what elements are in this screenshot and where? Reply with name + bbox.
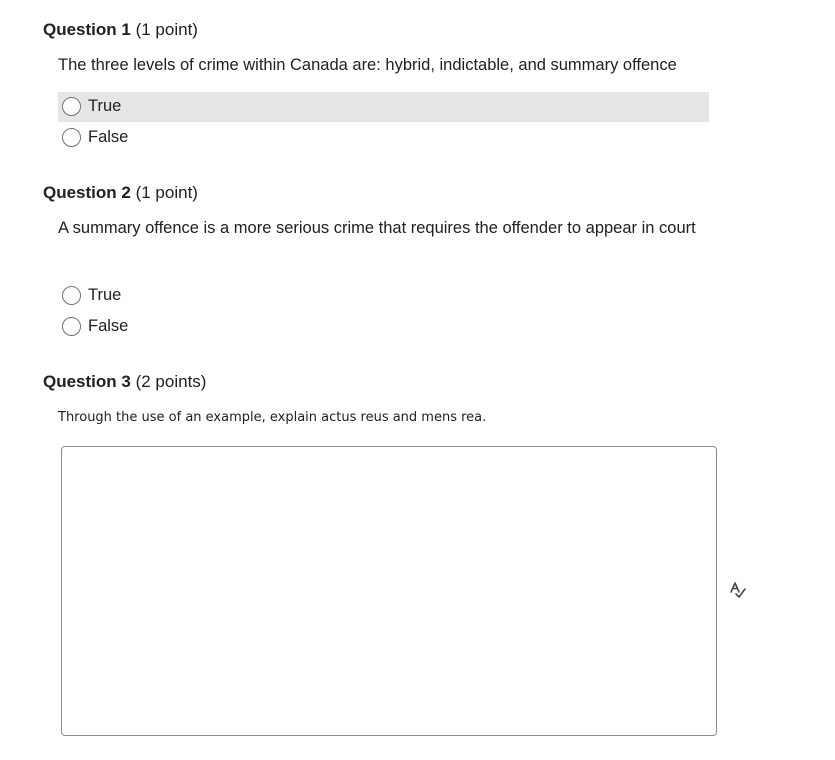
question-2-option-true[interactable] [58, 281, 709, 311]
option-label: False [88, 128, 129, 146]
question-1-number: Question 1 [43, 20, 131, 39]
radio-button[interactable] [62, 286, 81, 305]
question-3-number: Question 3 [43, 372, 131, 391]
spell-check-icon[interactable] [728, 581, 748, 599]
question-2-prompt: A summary offence is a more serious crime that requires the offender to appear in court [58, 219, 696, 237]
option-label: False [88, 317, 129, 335]
question-2-points: (1 point) [135, 183, 198, 202]
radio-button[interactable] [62, 128, 81, 147]
question-1-option-true[interactable] [58, 92, 709, 122]
question-2-number: Question 2 [43, 183, 131, 202]
option-label: True [88, 97, 122, 115]
option-label: True [88, 286, 122, 304]
question-1-option-false[interactable] [58, 123, 709, 153]
radio-button[interactable] [62, 97, 81, 116]
question-3-points: (2 points) [135, 372, 207, 391]
question-1-heading [43, 19, 198, 41]
question-2-option-false[interactable] [58, 312, 709, 342]
question-1-prompt: The three levels of crime within Canada are: hybrid, indictable, and summary offence [58, 56, 677, 74]
radio-button[interactable] [62, 317, 81, 336]
question-1-points: (1 point) [135, 20, 198, 39]
question-3-heading [43, 371, 206, 393]
question-2-heading [43, 182, 198, 204]
answer-textarea[interactable] [61, 446, 717, 736]
question-3-prompt: Through the use of an example, explain actus reus and mens rea. [58, 410, 487, 425]
